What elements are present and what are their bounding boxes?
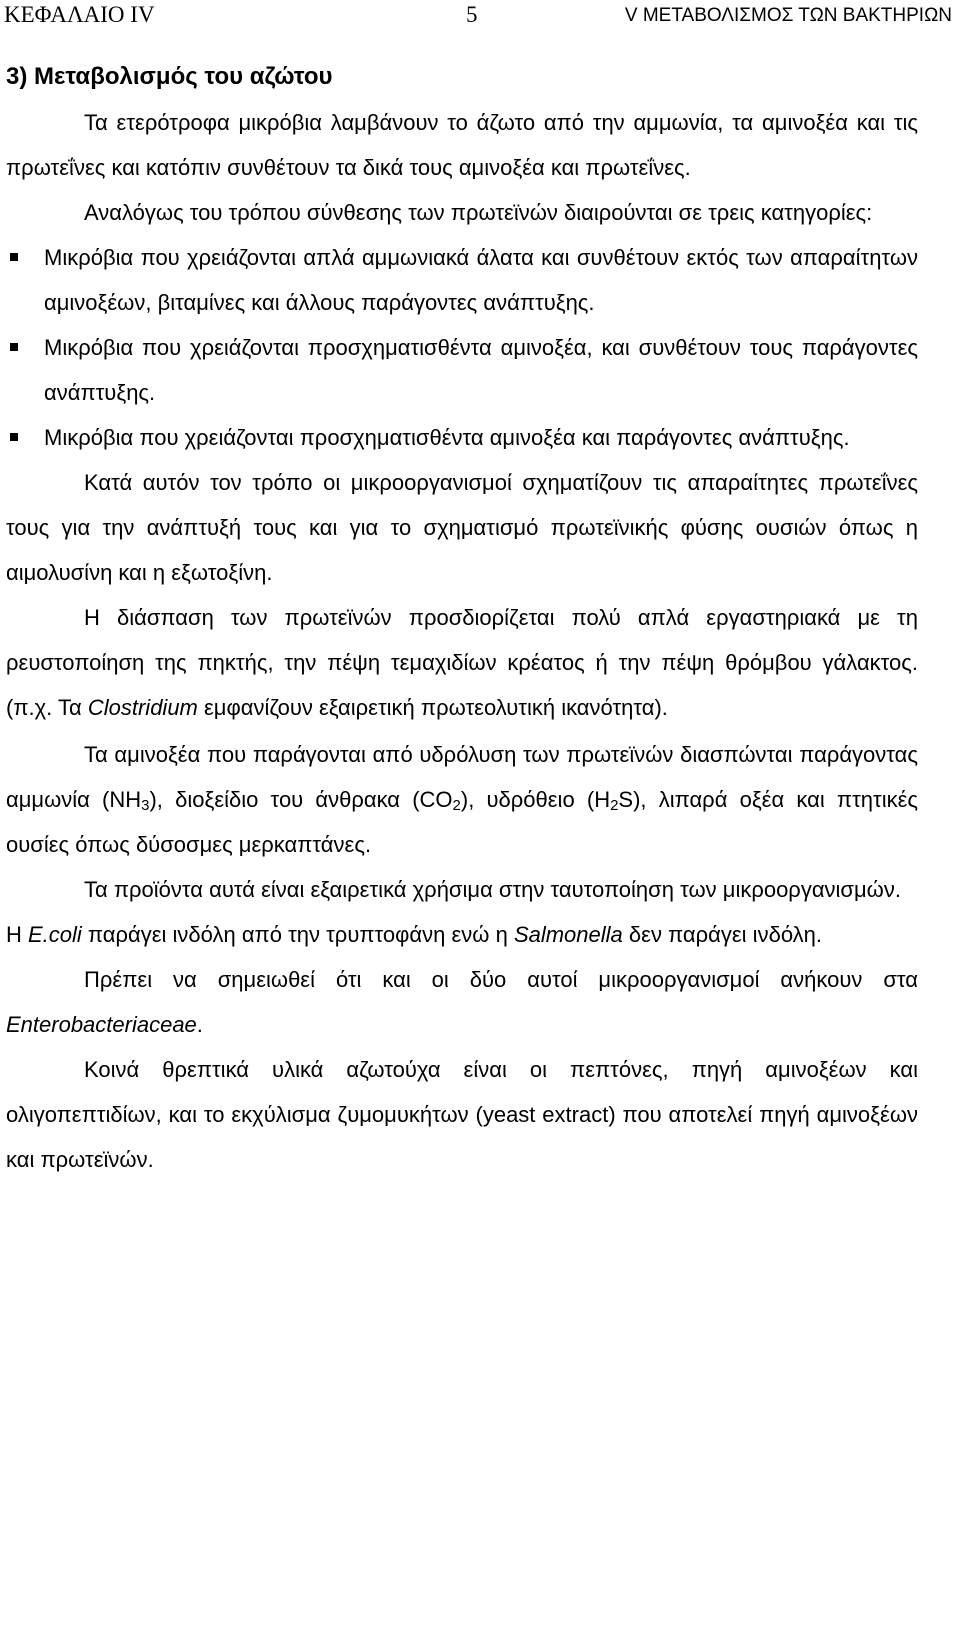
header-chapter: ΚΕΦΑΛΑΙΟ IV (4, 2, 155, 27)
intro-paragraph: Τα ετερότροφα μικρόβια λαμβάνουν το άζωτο από την αμμωνία, τα αμινοξέα και τις πρωτεΐνες και κατόπιν συνθέτουν τα δικά τους αμινοξέα και πρωτεΐνες. (6, 110, 918, 180)
paragraph-text: Τα αμινοξέα που παράγονται από υδρόλυση των πρωτεϊνών διασπώνται παράγοντας αμμωνία (NH (6, 742, 918, 812)
paragraph-text: ), διοξείδιο του άνθρακα (CO (149, 787, 453, 812)
indole-paragraph (6, 912, 918, 957)
paragraph-text: S), λιπαρά οξέα και πτητικές ουσίες όπως δύσοσμες μερκαπτάνες. (6, 787, 918, 857)
enterobacteria-paragraph (6, 957, 918, 1047)
header-chapter-title: V ΜΕΤΑΒΟΛΙΣΜΟΣ ΤΩΝ ΒΑΚΤΗΡΙΩΝ (624, 5, 952, 26)
synthesis-paragraph: Κατά αυτόν τον τρόπο οι μικροοργανισμοί σχηματίζουν τις απαραίτητες πρωτεΐνες τους για την ανάπτυξή τους και για το σχηματισμό πρωτεϊνικής φύσης ουσιών όπως η αιμολυσίνη και η εξωτοξίνη. (6, 470, 918, 585)
organism-name: Salmonella (513, 922, 623, 947)
family-name: Enterobacteriaceae (6, 1012, 197, 1037)
list-item-text: Μικρόβια που χρειάζονται απλά αμμωνιακά άλατα και συνθέτουν εκτός των απαραίτητων αμινοξέων, βιταμίνες και άλλους παράγοντες ανάπτυξης. (44, 245, 918, 315)
nutrients-paragraph: Κοινά θρεπτικά υλικά αζωτούχα είναι οι πεπτόνες, πηγή αμινοξέων και ολιγοπεπτιδίων, και το εκχύλισμα ζυμομυκήτων (yeast extract) που αποτελεί πηγή αμινοξέων και πρωτεϊνών. (6, 1057, 918, 1172)
list-item (6, 235, 918, 325)
list-item (6, 415, 918, 460)
square-bullet-icon (10, 343, 18, 351)
running-header (0, 0, 960, 32)
list-item (6, 325, 918, 415)
categories-lead-paragraph: Αναλόγως του τρόπου σύνθεσης των πρωτεϊνών διαιρούνται σε τρεις κατηγορίες: (84, 200, 873, 225)
list-item-text: Μικρόβια που χρειάζονται προσχηματισθέντα αμινοξέα και παράγοντες ανάπτυξης. (44, 425, 850, 450)
subscript: 3 (141, 797, 150, 814)
subscript: 2 (610, 797, 619, 814)
protein-breakdown-paragraph (6, 595, 918, 730)
paragraph-text: Η διάσπαση των πρωτεϊνών προσδιορίζεται πολύ απλά εργαστηριακά με τη ρευστοποίηση της πηκτής, την πέψη τεμαχιδίων κρέατος ή την πέψη θρόμβου γάλακτος. (π.χ. Τα (6, 605, 918, 720)
organism-name: Clostridium (87, 695, 198, 720)
paragraph-text: παράγει ινδόλη από την τρυπτοφάνη ενώ η (81, 922, 514, 947)
subscript: 2 (452, 797, 461, 814)
page-body (6, 52, 918, 1182)
categories-list (6, 235, 918, 460)
square-bullet-icon (10, 253, 18, 261)
paragraph-text: Πρέπει να σημειωθεί ότι και οι δύο αυτοί μικροοργανισμοί ανήκουν στα (84, 967, 918, 992)
organism-name: E.coli (28, 922, 82, 947)
amino-acid-paragraph (6, 732, 918, 867)
paragraph-text: δεν παράγει ινδόλη. (622, 922, 822, 947)
paragraph-text: εμφανίζουν εξαιρετική πρωτεολυτική ικανότητα). (197, 695, 668, 720)
paragraph-text: ), υδρόθειο (H (460, 787, 611, 812)
list-item-text: Μικρόβια που χρειάζονται προσχηματισθέντα αμινοξέα, και συνθέτουν τους παράγοντες ανάπτυξης. (44, 335, 918, 405)
square-bullet-icon (10, 433, 18, 441)
products-paragraph: Τα προϊόντα αυτά είναι εξαιρετικά χρήσιμα στην ταυτοποίηση των μικροοργανισμών. (84, 877, 901, 902)
header-page-number: 5 (466, 2, 478, 27)
paragraph-text: . (196, 1012, 203, 1037)
section-title: 3) Μεταβολισμός του αζώτου (6, 63, 333, 90)
paragraph-text: Η (6, 922, 28, 947)
